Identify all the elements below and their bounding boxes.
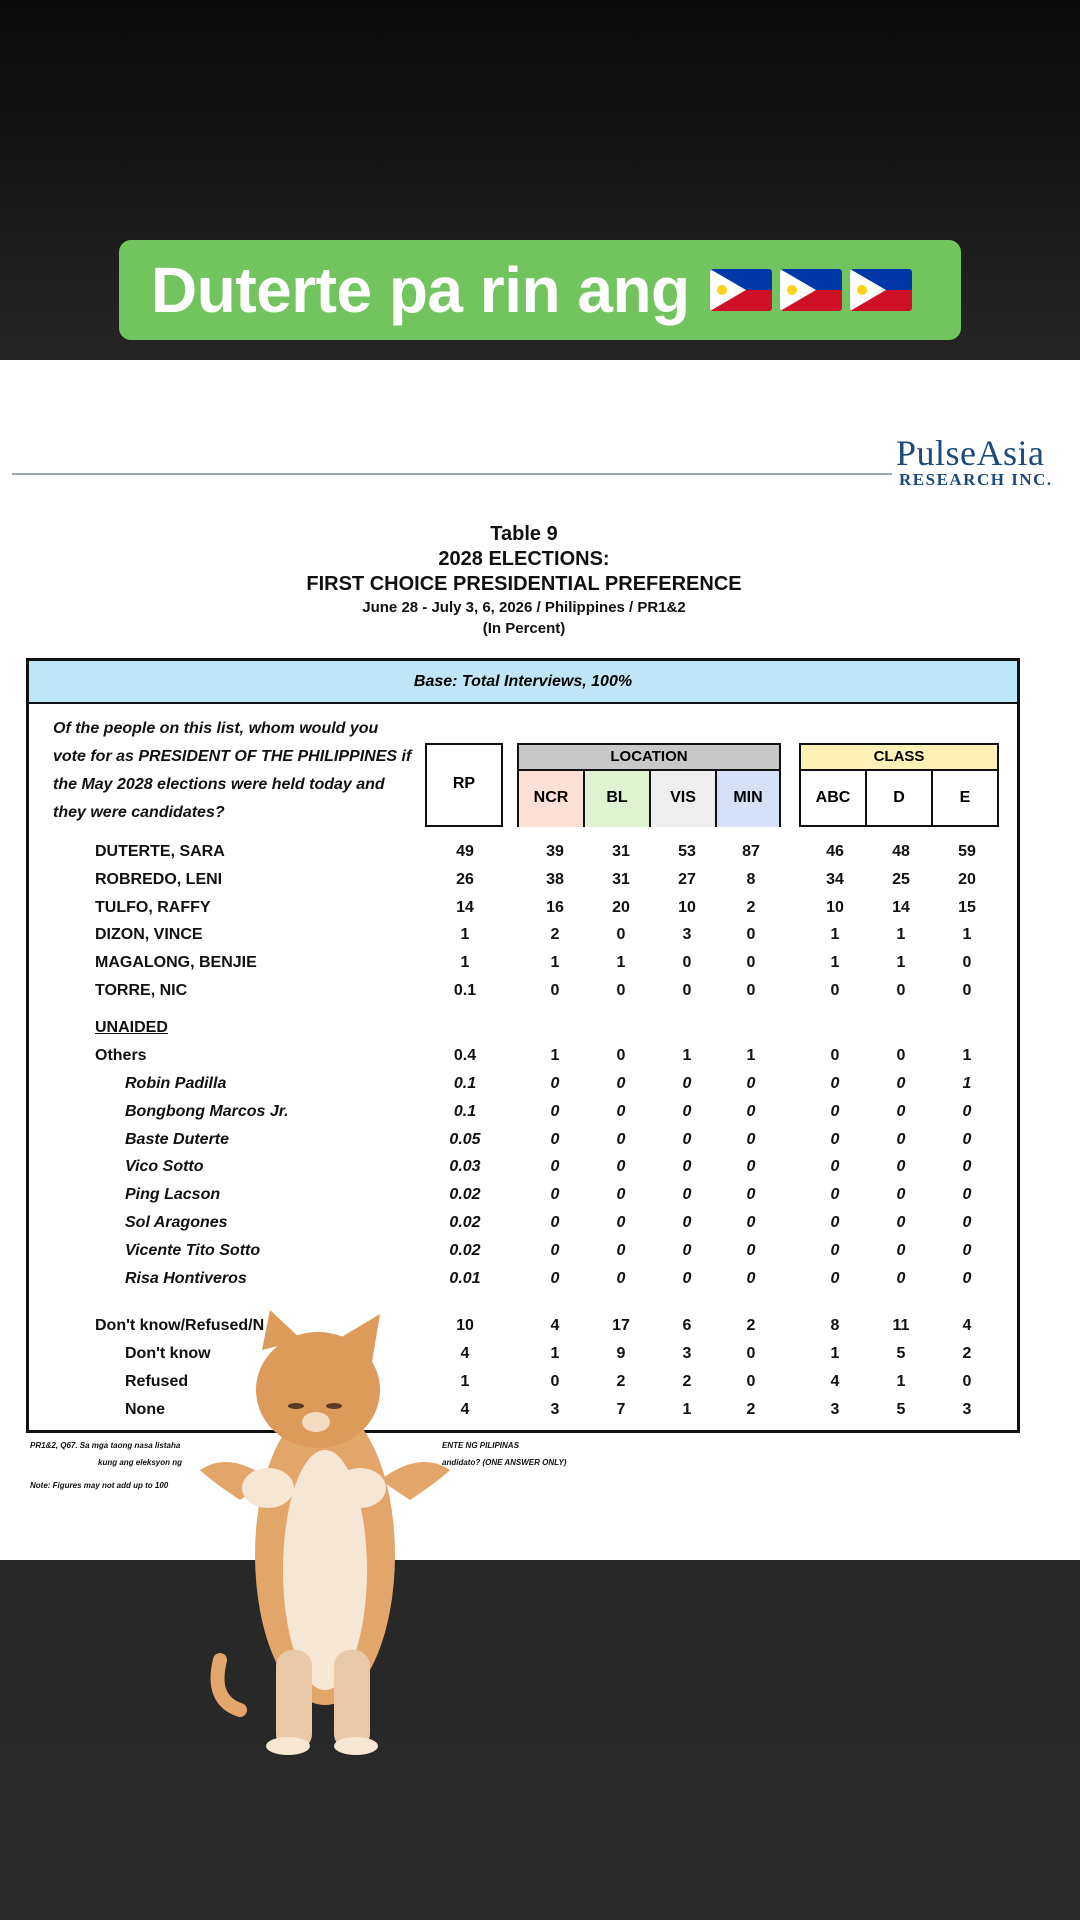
others-detail-row xyxy=(29,1270,1017,1294)
class-value: 2 xyxy=(962,1345,972,1362)
location-value: 38 xyxy=(546,870,564,888)
table-title-2: FIRST CHOICE PRESIDENTIAL PREFERENCE xyxy=(306,573,742,595)
row-label: Robin Padilla xyxy=(125,1075,227,1092)
dont-know-detail-row xyxy=(29,1373,1017,1397)
row-label: ROBREDO, LENI xyxy=(95,870,223,888)
location-value: 39 xyxy=(546,843,564,860)
rp-value: 4 xyxy=(460,1345,470,1362)
results-table xyxy=(26,658,1020,1433)
row-label: Bongbong Marcos Jr. xyxy=(125,1102,289,1120)
location-value: 1 xyxy=(746,1047,756,1064)
location-value: 0 xyxy=(550,1269,560,1287)
location-value: 0 xyxy=(746,1186,756,1204)
location-value: 31 xyxy=(612,870,630,888)
dont-know-row xyxy=(29,1317,1017,1341)
class-value: 1 xyxy=(962,926,972,944)
location-value: 0 xyxy=(550,982,560,999)
others-detail-row xyxy=(29,1075,1017,1099)
class-value: 0 xyxy=(962,1214,972,1231)
class-value: 25 xyxy=(892,870,910,888)
others-detail-row xyxy=(29,1186,1017,1210)
rp-value: 0.4 xyxy=(453,1047,477,1064)
class-value: 0 xyxy=(962,1186,972,1204)
footnote-line-2: kung ang eleksyon ng xyxy=(98,1458,183,1467)
location-value: 0 xyxy=(682,1102,692,1120)
class-value: 0 xyxy=(896,1075,906,1092)
class-value: 0 xyxy=(896,1269,906,1287)
caption-text: Duterte pa rin ang xyxy=(151,254,690,326)
location-value: 2 xyxy=(746,1400,756,1418)
class-value: 5 xyxy=(896,1345,906,1362)
location-value: 17 xyxy=(612,1317,630,1334)
location-value: 0 xyxy=(616,1214,626,1231)
location-value: 0 xyxy=(616,1130,626,1148)
location-value: 0 xyxy=(682,954,692,972)
unaided-row xyxy=(29,1019,1017,1043)
rp-value: 1 xyxy=(460,954,470,972)
class-value: 0 xyxy=(962,954,972,972)
class-value: 1 xyxy=(962,1075,972,1092)
class-value: 0 xyxy=(962,1269,972,1287)
row-label: Refused xyxy=(125,1372,189,1390)
class-value: 1 xyxy=(962,1047,972,1064)
rp-value: 0.02 xyxy=(449,1214,481,1231)
survey-document xyxy=(0,360,1080,1560)
class-value: 0 xyxy=(896,1158,906,1176)
row-label: TULFO, RAFFY xyxy=(95,898,211,916)
ph-flag-icon xyxy=(710,269,772,311)
class-value: 10 xyxy=(826,898,844,916)
location-value: 0 xyxy=(616,1241,626,1259)
location-value: 0 xyxy=(616,1158,626,1176)
logo-subtitle: RESEARCH INC. xyxy=(899,470,1053,489)
location-value: 0 xyxy=(746,1158,756,1176)
location-value: 1 xyxy=(682,1047,692,1064)
location-value: 16 xyxy=(546,898,564,916)
row-label: Don't know xyxy=(125,1345,211,1362)
class-value: 4 xyxy=(962,1317,972,1334)
location-value: 31 xyxy=(612,843,630,860)
location-value: 0 xyxy=(550,1130,560,1148)
location-value: 8 xyxy=(746,870,756,888)
class-value: 1 xyxy=(830,954,840,972)
location-value: 27 xyxy=(678,870,696,888)
others-row xyxy=(29,1047,1017,1071)
class-value: 1 xyxy=(830,1345,840,1362)
dancing-cat-sticker xyxy=(200,1310,450,1760)
col-vis: VIS xyxy=(651,771,717,827)
location-value: 2 xyxy=(616,1372,626,1390)
table-number: Table 9 xyxy=(490,523,558,545)
class-value: 0 xyxy=(962,1158,972,1176)
header-rule xyxy=(12,473,892,475)
location-value: 0 xyxy=(682,1214,692,1231)
location-value: 0 xyxy=(682,1158,692,1176)
class-value: 11 xyxy=(892,1317,910,1334)
location-value: 3 xyxy=(682,1345,692,1362)
location-value: 0 xyxy=(550,1075,560,1092)
col-min: MIN xyxy=(717,771,779,827)
class-value: 3 xyxy=(962,1400,972,1418)
location-value: 0 xyxy=(746,1214,756,1231)
location-value: 2 xyxy=(746,1317,756,1334)
location-value: 0 xyxy=(550,1158,560,1176)
class-value: 0 xyxy=(830,1158,840,1176)
location-value: 2 xyxy=(682,1372,692,1390)
rp-value: 26 xyxy=(456,870,474,888)
class-value: 0 xyxy=(830,982,840,999)
others-detail-row xyxy=(29,1103,1017,1127)
class-value: 0 xyxy=(896,1047,906,1064)
location-value: 0 xyxy=(550,1241,560,1259)
class-value: 0 xyxy=(962,982,972,999)
location-value: 7 xyxy=(616,1400,626,1418)
col-abc: ABC xyxy=(801,771,867,827)
location-value: 0 xyxy=(682,982,692,999)
location-value: 0 xyxy=(616,1047,626,1064)
class-value: 59 xyxy=(958,843,976,860)
row-label: Risa Hontiveros xyxy=(125,1269,247,1287)
rp-value: 0.03 xyxy=(449,1158,481,1176)
class-value: 1 xyxy=(830,926,840,944)
rp-value: 0.02 xyxy=(449,1186,481,1204)
class-value: 0 xyxy=(896,1241,906,1259)
others-detail-row xyxy=(29,1131,1017,1155)
location-value: 0 xyxy=(682,1130,692,1148)
location-value: 0 xyxy=(746,1130,756,1148)
rp-value: 1 xyxy=(460,926,470,944)
rp-value: 0.1 xyxy=(453,1075,477,1092)
class-value: 15 xyxy=(958,898,976,916)
others-detail-row xyxy=(29,1158,1017,1182)
location-value: 1 xyxy=(616,954,626,972)
ph-flag-icon xyxy=(850,269,912,311)
location-value: 0 xyxy=(616,926,626,944)
class-value: 0 xyxy=(896,1186,906,1204)
class-value: 1 xyxy=(896,1372,906,1390)
location-value: 1 xyxy=(682,1400,692,1418)
location-value: 0 xyxy=(682,1269,692,1287)
location-value: 0 xyxy=(746,926,756,944)
location-value: 0 xyxy=(746,982,756,999)
logo-name: PulseAsia xyxy=(896,433,1045,473)
rp-value: 0.1 xyxy=(453,982,477,999)
location-value: 0 xyxy=(616,1269,626,1287)
location-value: 0 xyxy=(746,1075,756,1092)
survey-question: Of the people on this list, whom would you vote for as PRESIDENT OF THE PHILIPPINES if the May 2028 elections were held today and they were candidates? xyxy=(53,720,412,821)
class-value: 0 xyxy=(962,1102,972,1120)
class-value: 20 xyxy=(958,870,976,888)
flag-group xyxy=(710,269,912,311)
class-value: 3 xyxy=(830,1400,840,1418)
candidate-row xyxy=(29,843,1017,867)
row-label: Vico Sotto xyxy=(125,1158,204,1176)
location-value: 0 xyxy=(746,954,756,972)
caption-banner xyxy=(119,240,961,340)
location-value: 0 xyxy=(682,1075,692,1092)
class-header xyxy=(799,743,999,827)
candidate-row xyxy=(29,954,1017,978)
footnote-line-2-end: andidato? (ONE ANSWER ONLY) xyxy=(442,1458,567,1467)
location-value: 3 xyxy=(682,926,692,944)
others-detail-row xyxy=(29,1214,1017,1238)
location-value: 0 xyxy=(550,1102,560,1120)
class-value: 4 xyxy=(830,1372,840,1390)
rp-value: 0.02 xyxy=(449,1241,481,1259)
class-value: 5 xyxy=(896,1400,906,1418)
rp-value: 14 xyxy=(456,898,474,916)
footnote-line-1-end: ENTE NG PILIPINAS xyxy=(442,1441,519,1450)
location-value: 0 xyxy=(746,1269,756,1287)
candidate-row xyxy=(29,871,1017,895)
row-label: DIZON, VINCE xyxy=(95,926,203,944)
class-value: 0 xyxy=(896,982,906,999)
col-bl: BL xyxy=(585,771,651,827)
ph-flag-icon xyxy=(780,269,842,311)
location-value: 2 xyxy=(746,898,756,916)
dont-know-detail-row xyxy=(29,1401,1017,1425)
location-value: 9 xyxy=(616,1345,626,1362)
location-value: 6 xyxy=(682,1317,692,1334)
class-value: 0 xyxy=(896,1214,906,1231)
unaided-label: UNAIDED xyxy=(95,1019,168,1036)
location-label: LOCATION xyxy=(519,745,779,771)
rp-value: 4 xyxy=(460,1400,470,1418)
class-value: 0 xyxy=(962,1130,972,1148)
row-label: TORRE, NIC xyxy=(95,982,188,999)
candidate-row xyxy=(29,926,1017,950)
location-value: 0 xyxy=(550,1214,560,1231)
location-value: 1 xyxy=(550,1345,560,1362)
class-label: CLASS xyxy=(801,745,997,771)
location-value: 10 xyxy=(678,898,696,916)
base-banner: Base: Total Interviews, 100% xyxy=(29,661,1017,704)
location-value: 2 xyxy=(550,926,560,944)
class-value: 14 xyxy=(892,898,910,916)
location-value: 53 xyxy=(678,843,696,860)
rp-header: RP xyxy=(425,743,503,827)
class-value: 0 xyxy=(830,1214,840,1231)
class-value: 8 xyxy=(830,1317,840,1334)
row-label: Vicente Tito Sotto xyxy=(125,1241,261,1259)
class-value: 0 xyxy=(896,1102,906,1120)
dont-know-detail-row xyxy=(29,1345,1017,1369)
location-value: 0 xyxy=(746,1102,756,1120)
row-label: Others xyxy=(95,1047,147,1064)
table-unit: (In Percent) xyxy=(482,620,566,637)
location-header xyxy=(517,743,781,827)
location-value: 1 xyxy=(550,1047,560,1064)
location-value: 20 xyxy=(612,898,630,916)
location-value: 3 xyxy=(550,1400,560,1418)
class-value: 0 xyxy=(896,1130,906,1148)
rp-value: 1 xyxy=(460,1372,470,1390)
location-value: 0 xyxy=(616,982,626,999)
location-value: 4 xyxy=(550,1317,560,1334)
location-value: 0 xyxy=(616,1186,626,1204)
location-value: 0 xyxy=(746,1241,756,1259)
class-value: 0 xyxy=(830,1186,840,1204)
others-detail-row xyxy=(29,1242,1017,1266)
row-label: Don't know/Refused/N xyxy=(95,1317,265,1334)
row-label: DUTERTE, SARA xyxy=(95,843,225,860)
class-value: 1 xyxy=(896,954,906,972)
location-value: 0 xyxy=(550,1186,560,1204)
location-value: 0 xyxy=(616,1102,626,1120)
row-label: None xyxy=(125,1400,165,1418)
class-value: 0 xyxy=(830,1047,840,1064)
row-label: Baste Duterte xyxy=(125,1130,230,1148)
location-value: 0 xyxy=(746,1345,756,1362)
rp-value: 49 xyxy=(456,843,474,860)
class-value: 0 xyxy=(962,1241,972,1259)
class-value: 46 xyxy=(826,843,844,860)
row-label: Ping Lacson xyxy=(125,1186,221,1204)
location-value: 0 xyxy=(550,1372,560,1390)
class-value: 34 xyxy=(826,870,844,888)
class-value: 48 xyxy=(892,843,910,860)
rp-value: 10 xyxy=(456,1317,474,1334)
class-value: 0 xyxy=(830,1130,840,1148)
table-titles xyxy=(0,522,1048,639)
location-value: 87 xyxy=(742,843,760,860)
table-dates: June 28 - July 3, 6, 2026 / Philippines / PR1&2 xyxy=(362,599,686,616)
candidate-row xyxy=(29,982,1017,1006)
col-e: E xyxy=(959,789,971,806)
location-value: 0 xyxy=(682,1241,692,1259)
rp-value: 0.05 xyxy=(449,1130,481,1148)
footnote-line-1: PR1&2, Q67. Sa mga taong nasa listaha xyxy=(30,1441,181,1450)
location-value: 1 xyxy=(550,954,560,972)
class-value: 0 xyxy=(962,1372,972,1390)
class-value: 0 xyxy=(830,1075,840,1092)
row-label: Sol Aragones xyxy=(125,1214,228,1231)
col-ncr: NCR xyxy=(519,771,585,827)
location-value: 0 xyxy=(682,1186,692,1204)
class-value: 1 xyxy=(896,926,906,944)
class-value: 0 xyxy=(830,1241,840,1259)
rp-value: 0.01 xyxy=(449,1269,481,1287)
row-label: MAGALONG, BENJIE xyxy=(95,954,257,972)
location-value: 0 xyxy=(616,1075,626,1092)
table-title-1: 2028 ELECTIONS: xyxy=(438,548,610,570)
footnote-note: Note: Figures may not add up to 100 xyxy=(30,1481,169,1490)
rp-value: 0.1 xyxy=(453,1102,477,1120)
class-value: 0 xyxy=(830,1269,840,1287)
candidate-row xyxy=(29,899,1017,923)
location-value: 0 xyxy=(746,1372,756,1390)
class-value: 0 xyxy=(830,1102,840,1120)
col-d: D xyxy=(867,771,933,827)
